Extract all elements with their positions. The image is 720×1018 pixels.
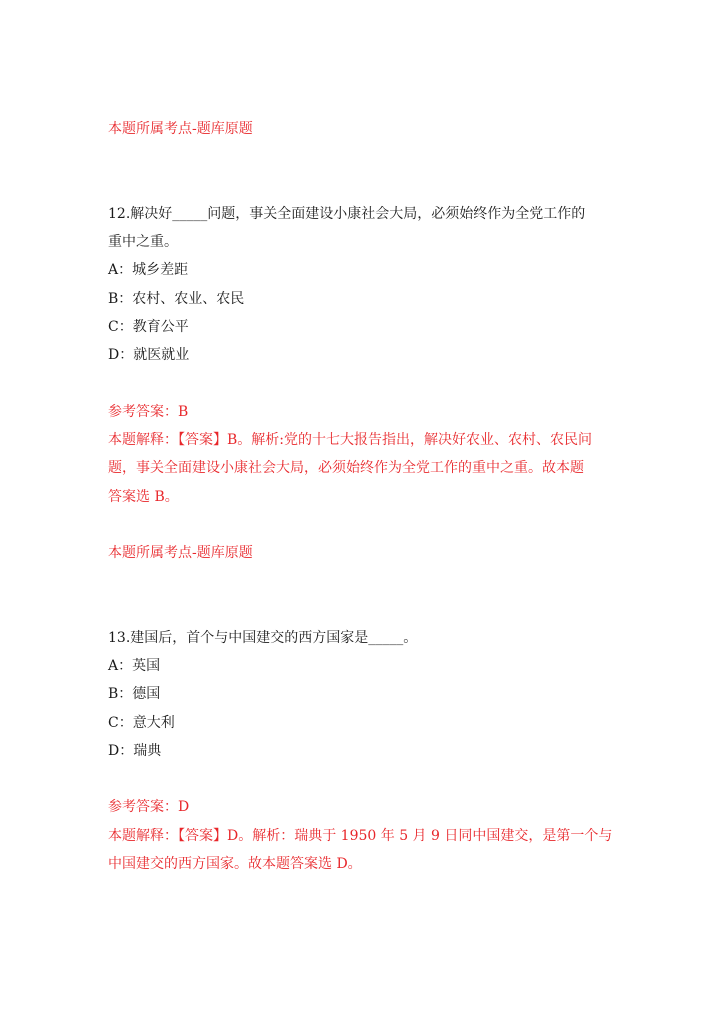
question-12-option-b: B：农村、农业、农民 <box>108 291 245 307</box>
question-12-text-line1: 12.解决好_____问题，事关全面建设小康社会大局，必须始终作为全党工作的 <box>108 206 586 222</box>
question-13-option-a: A：英国 <box>108 658 161 674</box>
question-12-text-line2: 重中之重。 <box>108 234 178 250</box>
question-12-option-d: D：就医就业 <box>108 347 190 363</box>
question-13-option-b: B：德国 <box>108 686 161 702</box>
source-note-top: 本题所属考点-题库原题 <box>108 121 253 137</box>
question-13-option-d: D：瑞典 <box>108 743 162 759</box>
question-12-option-c: C：教育公平 <box>108 319 189 335</box>
question-13-option-c: C：意大利 <box>108 715 175 731</box>
question-13-explanation-line2: 中国建交的西方国家。故本题答案选 D。 <box>108 856 362 872</box>
question-12-answer: 参考答案：B <box>108 404 189 420</box>
question-13-explanation-line1: 本题解释：【答案】D。解析：瑞典于 1950 年 5 月 9 日同中国建交，是第一个与 <box>108 828 613 844</box>
question-12-explanation-line3: 答案选 B。 <box>108 489 179 505</box>
question-12-option-a: A：城乡差距 <box>108 262 189 278</box>
question-12-source-note: 本题所属考点-题库原题 <box>108 545 253 561</box>
question-12-explanation-line1: 本题解释：【答案】B。解析:党的十七大报告指出，解决好农业、农村、农民问 <box>108 432 593 448</box>
question-12-explanation-line2: 题，事关全面建设小康社会大局，必须始终作为全党工作的重中之重。故本题 <box>108 460 584 476</box>
question-13-answer: 参考答案：D <box>108 799 190 815</box>
question-13-text-line1: 13.建国后，首个与中国建交的西方国家是_____。 <box>108 630 418 646</box>
